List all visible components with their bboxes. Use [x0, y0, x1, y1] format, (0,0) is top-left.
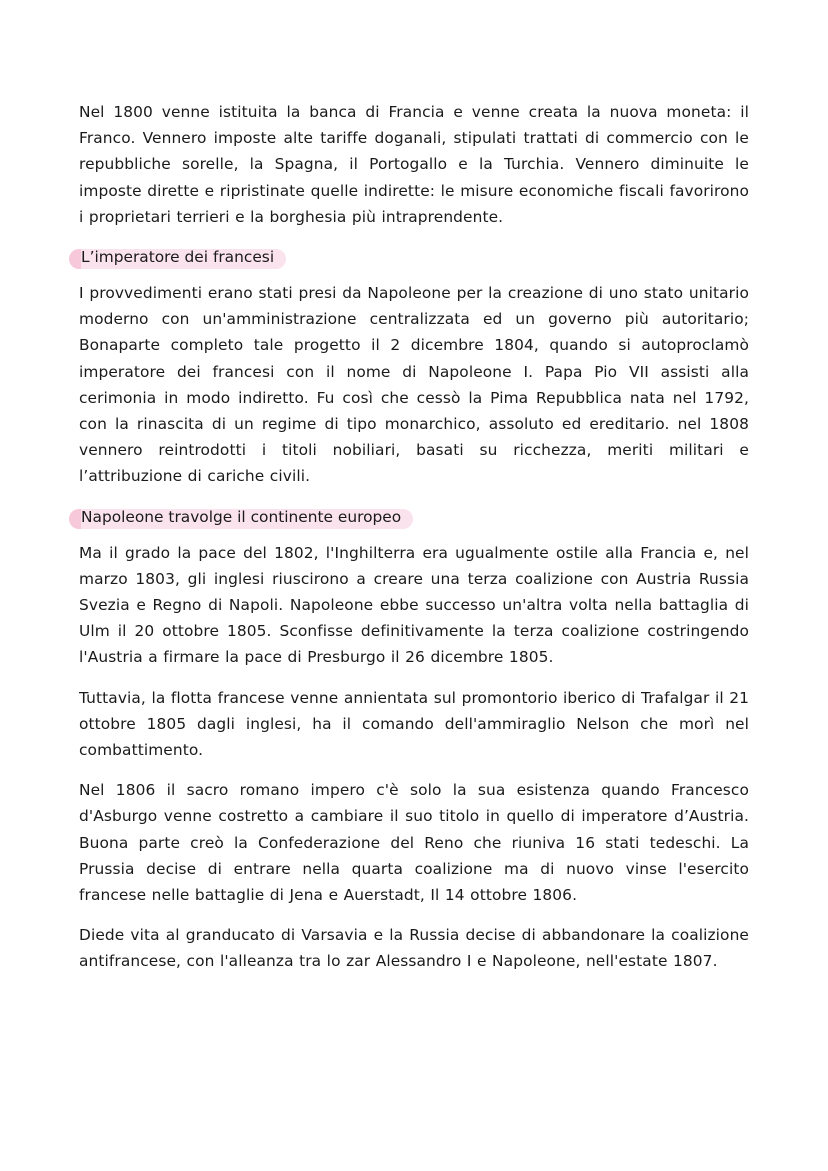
paragraph-granducato-varsavia: Diede vita al granducato di Varsavia e la Russia decise di abbandonare la coalizione antifrancese, con l'alleanza tra lo zar Alessandro I e Napoleone, nell'estate 1807. [79, 926, 749, 971]
paragraph-sacro-romano-impero: Nel 1806 il sacro romano impero c'è solo la sua esistenza quando Francesco d'Asburgo venne costretto a cambiare il suo titolo in quello di imperatore d’Austria. Buona parte creò la Confederazione del Reno che riuniva 16 stati tedeschi. La Prussia decise di entrare nella quarta coalizione ma di nuovo vinse l'esercito francese nelle battaglie di Jena e Auerstadt, Il 14 ottobre 1806. [79, 781, 749, 905]
paragraph-provvedimenti: I provvedimenti erano stati presi da Napoleone per la creazione di uno stato unitario moderno con un'amministrazione centralizzata ed un governo più autoritario; Bonaparte completo tale progetto il 2 dicembre 1804, quando si autoproclamò imperatore dei francesi con il nome di Napoleone I. Papa Pio VII assisti alla cerimonia in modo indiretto. Fu così che cessò la Pima Repubblica nata nel 1792, con la rinascita di un regime di tipo monarchico, assoluto ed ereditario. nel 1808 vennero reintrodotti i titoli nobiliari, basati su ricchezza, meriti militari e l’attribuzione di cariche civili. [79, 284, 749, 486]
document-page [79, 99, 749, 989]
paragraph-trafalgar: Tuttavia, la flotta francese venne annientata sul promontorio iberico di Trafalgar il 21 ottobre 1805 dagli inglesi, ha il comando dell'ammiraglio Nelson che morì nel combattimento. [79, 688, 749, 760]
paragraph-banca-di-francia: Nel 1800 venne istituita la banca di Francia e venne creata la nuova moneta: il Franco. Vennero imposte alte tariffe doganali, stipulati trattati di commercio con le repubbliche sorelle, la Spagna, il Portogallo e la Turchia. Vennero diminuite le imposte dirette e ripristinate quelle indirette: le misure economiche fiscali favorirono i proprietari terrieri e la borghesia più intraprendente. [79, 103, 749, 226]
paragraph-terza-coalizione: Ma il grado la pace del 1802, l'Inghilterra era ugualmente ostile alla Francia e, nel marzo 1803, gli inglesi riuscirono a creare una terza coalizione con Austria Russia Svezia e Regno di Napoli. Napoleone ebbe successo un'altra volta nella battaglia di Ulm il 20 ottobre 1805. Sconfisse definitivamente la terza coalizione costringendo l'Austria a firmare la pace di Presburgo il 26 dicembre 1805. [79, 543, 749, 667]
section-heading-continente-europeo: Napoleone travolge il continente europeo [81, 507, 402, 526]
section-heading-imperatore: L’imperatore dei francesi [81, 248, 275, 267]
